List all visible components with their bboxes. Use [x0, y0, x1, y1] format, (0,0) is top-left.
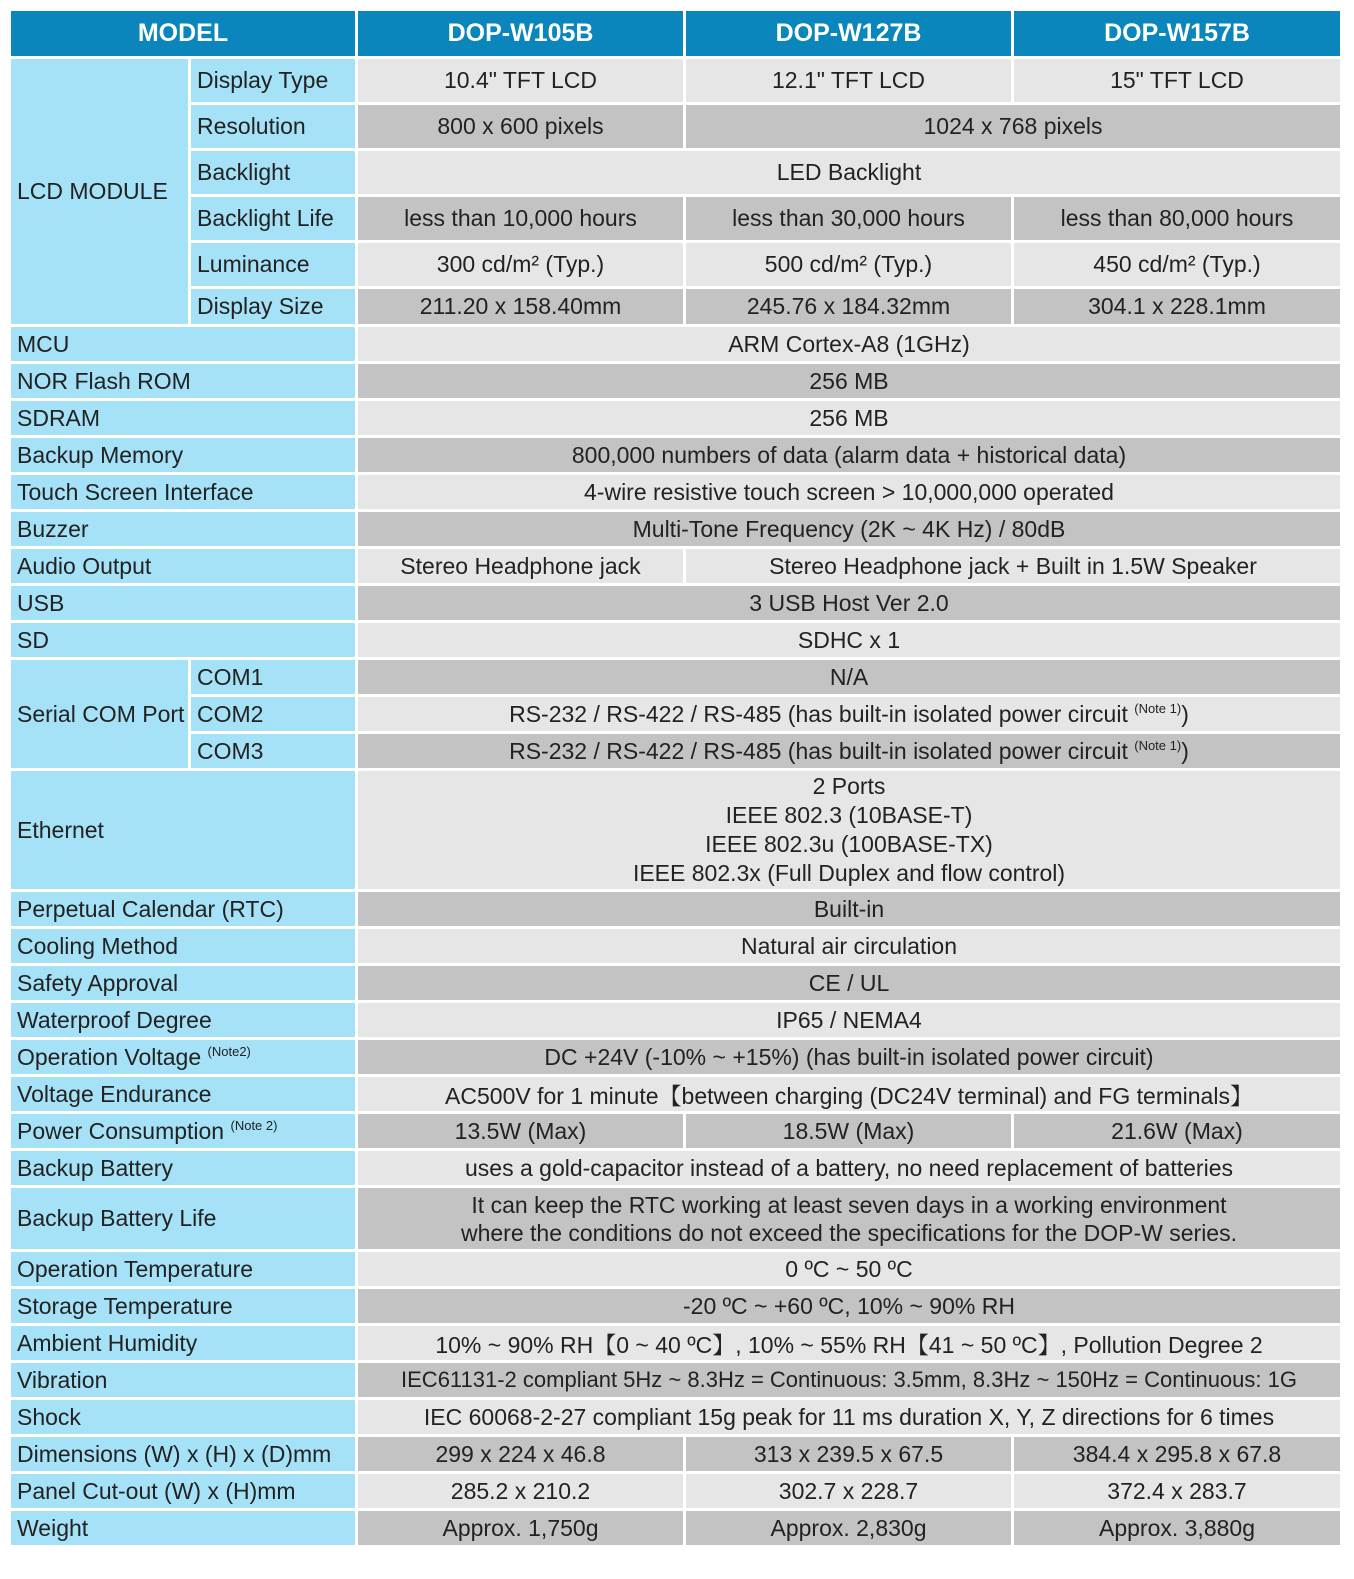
row-safety: [11, 966, 1340, 1000]
row-luminance: [11, 243, 1340, 286]
vibration-value: IEC61131-2 compliant 5Hz ~ 8.3Hz = Continuous: 3.5mm, 8.3Hz ~ 150Hz = Continuous: 1G: [358, 1363, 1340, 1397]
backlight-life-value: less than 30,000 hours: [686, 197, 1011, 240]
nor-flash-value: 256 MB: [358, 364, 1340, 398]
backlight-label: Backlight: [191, 151, 355, 194]
row-usb: [11, 586, 1340, 620]
com1-label: COM1: [191, 660, 355, 694]
row-panel-cutout: [11, 1474, 1340, 1508]
row-touch: [11, 475, 1340, 509]
backup-battery-label: Backup Battery: [11, 1151, 355, 1185]
weight-value: Approx. 1,750g: [358, 1511, 683, 1545]
mcu-label: MCU: [11, 327, 355, 361]
luminance-value: 500 cd/m² (Typ.): [686, 243, 1011, 286]
com3-close: ): [1181, 737, 1189, 764]
row-operation-temperature: [11, 1252, 1340, 1286]
com3-text: RS-232 / RS-422 / RS-485 (has built-in isolated power circuit: [509, 737, 1135, 764]
battery-life-line: It can keep the RTC working at least seven days in a working environment: [471, 1191, 1227, 1218]
backup-battery-life-label: Backup Battery Life: [11, 1188, 355, 1249]
row-power-consumption: [11, 1114, 1340, 1148]
row-rtc: [11, 892, 1340, 926]
ethernet-line: IEEE 802.3x (Full Duplex and flow control): [632, 860, 1066, 886]
row-buzzer: [11, 512, 1340, 546]
touch-label: Touch Screen Interface: [11, 475, 355, 509]
backlight-life-value: less than 80,000 hours: [1014, 197, 1340, 240]
row-sd: [11, 623, 1340, 657]
backup-memory-label: Backup Memory: [11, 438, 355, 472]
display-size-value: 211.20 x 158.40mm: [358, 289, 683, 324]
row-audio: [11, 549, 1340, 583]
row-operation-voltage: [11, 1040, 1340, 1074]
safety-label: Safety Approval: [11, 966, 355, 1000]
operation-voltage-value: DC +24V (-10% ~ +15%) (has built-in isolated power circuit): [358, 1040, 1340, 1074]
ethernet-line: IEEE 802.3 (10BASE-T): [725, 802, 973, 828]
display-type-value: 15" TFT LCD: [1014, 59, 1340, 102]
vibration-label: Vibration: [11, 1363, 355, 1397]
sd-label: SD: [11, 623, 355, 657]
row-voltage-endurance: [11, 1077, 1340, 1111]
header-row: [11, 11, 1340, 56]
cooling-value: Natural air circulation: [358, 929, 1340, 963]
row-backlight: [11, 151, 1340, 194]
operation-voltage-text: Operation Voltage: [17, 1043, 208, 1070]
dimensions-value: 384.4 x 295.8 x 67.8: [1014, 1437, 1340, 1471]
row-cooling: [11, 929, 1340, 963]
voltage-endurance-value: AC500V for 1 minute【between charging (DC24V terminal) and FG terminals】: [358, 1077, 1340, 1111]
row-dimensions: [11, 1437, 1340, 1471]
nor-flash-label: NOR Flash ROM: [11, 364, 355, 398]
lcd-module-label: LCD MODULE: [11, 59, 188, 324]
row-backup-battery: [11, 1151, 1340, 1185]
buzzer-value: Multi-Tone Frequency (2K ~ 4K Hz) / 80dB: [358, 512, 1340, 546]
sdram-label: SDRAM: [11, 401, 355, 435]
com1-value: N/A: [358, 660, 1340, 694]
row-display-type: [11, 59, 1340, 102]
ethernet-line: 2 Ports: [812, 773, 886, 799]
row-ambient-humidity: [11, 1326, 1340, 1360]
backlight-life-label: Backlight Life: [191, 197, 355, 240]
operation-temperature-label: Operation Temperature: [11, 1252, 355, 1286]
com2-label: COM2: [191, 697, 355, 731]
com2-text: RS-232 / RS-422 / RS-485 (has built-in isolated power circuit: [509, 700, 1135, 727]
ambient-humidity-label: Ambient Humidity: [11, 1326, 355, 1360]
luminance-label: Luminance: [191, 243, 355, 286]
luminance-value: 300 cd/m² (Typ.): [358, 243, 683, 286]
row-shock: [11, 1400, 1340, 1434]
usb-label: USB: [11, 586, 355, 620]
dimensions-value: 313 x 239.5 x 67.5: [686, 1437, 1011, 1471]
row-com2: [11, 697, 1340, 731]
note-1-ref: (Note 1): [1134, 737, 1182, 753]
com2-close: ): [1181, 700, 1189, 727]
ethernet-value: [358, 771, 1340, 889]
audio-value: Stereo Headphone jack: [358, 549, 683, 583]
backlight-life-value: less than 10,000 hours: [358, 197, 683, 240]
ethernet-label: Ethernet: [11, 771, 355, 889]
power-consumption-value: 18.5W (Max): [686, 1114, 1011, 1148]
row-mcu: [11, 327, 1340, 361]
backup-battery-life-value: [358, 1188, 1340, 1249]
spec-table: [8, 8, 1343, 1548]
com3-label: COM3: [191, 734, 355, 768]
display-type-label: Display Type: [191, 59, 355, 102]
display-size-value: 304.1 x 228.1mm: [1014, 289, 1340, 324]
model-header: MODEL: [11, 11, 355, 56]
com3-value: [358, 734, 1340, 768]
model-dop-w157b: DOP-W157B: [1014, 11, 1340, 56]
battery-life-line: where the conditions do not exceed the specifications for the DOP-W series.: [460, 1219, 1237, 1246]
sd-value: SDHC x 1: [358, 623, 1340, 657]
rtc-label: Perpetual Calendar (RTC): [11, 892, 355, 926]
waterproof-value: IP65 / NEMA4: [358, 1003, 1340, 1037]
note-1-ref: (Note 1): [1134, 700, 1182, 716]
model-dop-w127b: DOP-W127B: [686, 11, 1011, 56]
row-backup-memory: [11, 438, 1340, 472]
waterproof-label: Waterproof Degree: [11, 1003, 355, 1037]
com2-value: [358, 697, 1340, 731]
ethernet-line: IEEE 802.3u (100BASE-TX): [705, 831, 993, 857]
ambient-humidity-value: 10% ~ 90% RH【0 ~ 40 ºC】, 10% ~ 55% RH【41 ~ 50 ºC】, Pollution Degree 2: [358, 1326, 1340, 1360]
weight-value: Approx. 3,880g: [1014, 1511, 1340, 1545]
resolution-label: Resolution: [191, 105, 355, 148]
serial-com-port-label: Serial COM Port: [11, 660, 188, 768]
panel-cutout-value: 285.2 x 210.2: [358, 1474, 683, 1508]
row-nor-flash: [11, 364, 1340, 398]
backlight-value: LED Backlight: [358, 151, 1340, 194]
row-backup-battery-life: [11, 1188, 1340, 1249]
buzzer-label: Buzzer: [11, 512, 355, 546]
row-backlight-life: [11, 197, 1340, 240]
power-consumption-value: 21.6W (Max): [1014, 1114, 1340, 1148]
panel-cutout-value: 302.7 x 228.7: [686, 1474, 1011, 1508]
voltage-endurance-label: Voltage Endurance: [11, 1077, 355, 1111]
panel-cutout-value: 372.4 x 283.7: [1014, 1474, 1340, 1508]
power-consumption-label: [11, 1114, 355, 1148]
note-2-ref: (Note 2): [230, 1117, 278, 1133]
storage-temperature-label: Storage Temperature: [11, 1289, 355, 1323]
resolution-value: 800 x 600 pixels: [358, 105, 683, 148]
dimensions-value: 299 x 224 x 46.8: [358, 1437, 683, 1471]
row-vibration: [11, 1363, 1340, 1397]
row-sdram: [11, 401, 1340, 435]
row-storage-temperature: [11, 1289, 1340, 1323]
audio-value: Stereo Headphone jack + Built in 1.5W Speaker: [686, 549, 1340, 583]
safety-value: CE / UL: [358, 966, 1340, 1000]
display-size-value: 245.76 x 184.32mm: [686, 289, 1011, 324]
operation-voltage-label: [11, 1040, 355, 1074]
panel-cutout-label: Panel Cut-out (W) x (H)mm: [11, 1474, 355, 1508]
backup-memory-value: 800,000 numbers of data (alarm data + historical data): [358, 438, 1340, 472]
weight-label: Weight: [11, 1511, 355, 1545]
row-waterproof: [11, 1003, 1340, 1037]
touch-value: 4-wire resistive touch screen > 10,000,000 operated: [358, 475, 1340, 509]
luminance-value: 450 cd/m² (Typ.): [1014, 243, 1340, 286]
row-com3: [11, 734, 1340, 768]
dimensions-label: Dimensions (W) x (H) x (D)mm: [11, 1437, 355, 1471]
backup-battery-value: uses a gold-capacitor instead of a battery, no need replacement of batteries: [358, 1151, 1340, 1185]
model-dop-w105b: DOP-W105B: [358, 11, 683, 56]
display-type-value: 12.1" TFT LCD: [686, 59, 1011, 102]
power-consumption-value: 13.5W (Max): [358, 1114, 683, 1148]
row-weight: [11, 1511, 1340, 1545]
audio-label: Audio Output: [11, 549, 355, 583]
sdram-value: 256 MB: [358, 401, 1340, 435]
usb-value: 3 USB Host Ver 2.0: [358, 586, 1340, 620]
operation-temperature-value: 0 ºC ~ 50 ºC: [358, 1252, 1340, 1286]
display-type-value: 10.4" TFT LCD: [358, 59, 683, 102]
weight-value: Approx. 2,830g: [686, 1511, 1011, 1545]
storage-temperature-value: -20 ºC ~ +60 ºC, 10% ~ 90% RH: [358, 1289, 1340, 1323]
resolution-value: 1024 x 768 pixels: [686, 105, 1340, 148]
note-2-ref: (Note2): [207, 1043, 251, 1059]
row-resolution: [11, 105, 1340, 148]
shock-value: IEC 60068-2-27 compliant 15g peak for 11 ms duration X, Y, Z directions for 6 times: [358, 1400, 1340, 1434]
shock-label: Shock: [11, 1400, 355, 1434]
cooling-label: Cooling Method: [11, 929, 355, 963]
row-ethernet: [11, 771, 1340, 889]
power-consumption-text: Power Consumption: [17, 1117, 231, 1144]
mcu-value: ARM Cortex-A8 (1GHz): [358, 327, 1340, 361]
display-size-label: Display Size: [191, 289, 355, 324]
row-com1: [11, 660, 1340, 694]
row-display-size: [11, 289, 1340, 324]
rtc-value: Built-in: [358, 892, 1340, 926]
